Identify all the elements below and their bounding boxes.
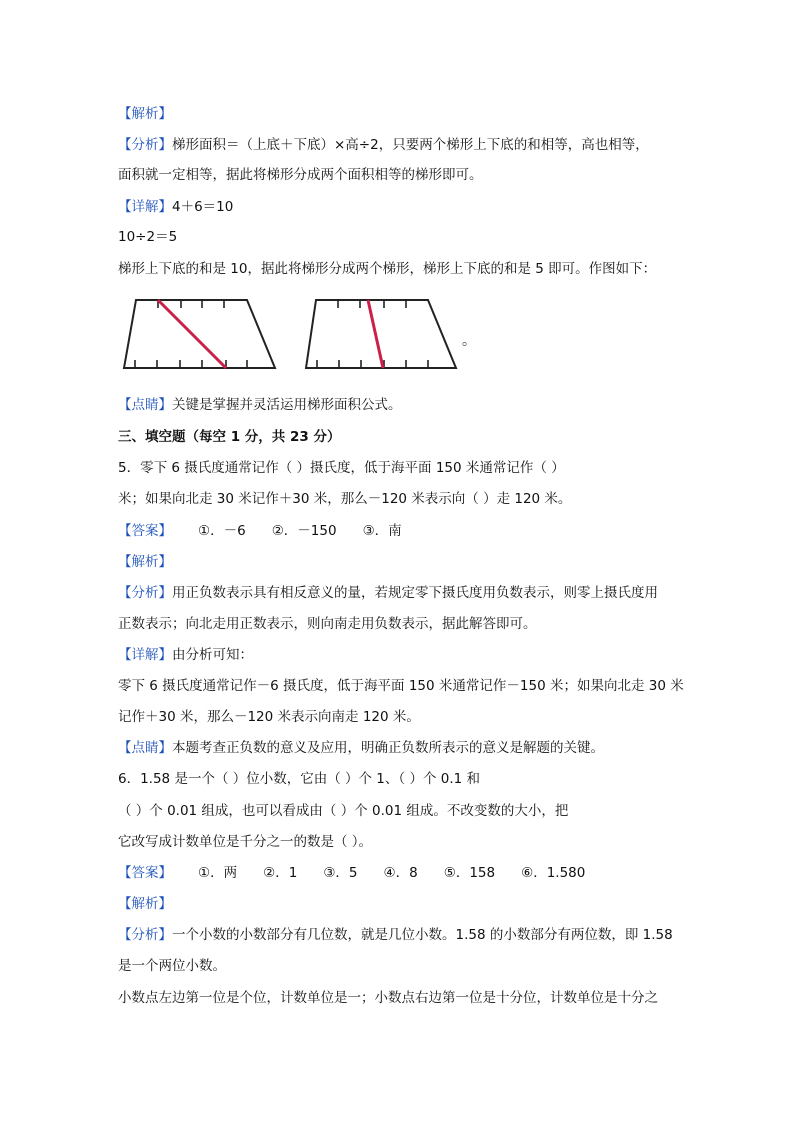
q6-answer-line — [118, 864, 585, 882]
q6-jiexi-label: 【解析】 — [118, 896, 172, 912]
q6-answer-tag: 【答案】 — [118, 865, 172, 881]
analysis-line-1 — [118, 136, 649, 154]
q6-line-3: 它改写成计数单位是千分之一的数是（ ）。 — [118, 834, 373, 850]
q6-analysis-line-1 — [118, 926, 673, 944]
key-point-text: 关键是掌握并灵活运用梯形面积公式。 — [172, 397, 402, 413]
q5-analysis-tag: 【分析】 — [118, 585, 172, 601]
q6-analysis-line-3: 小数点左边第一位是个位，计数单位是一；小数点右边第一位是十分位，计数单位是十分之 — [118, 990, 658, 1006]
detail-tag: 【详解】 — [118, 199, 172, 215]
detail-line-1 — [118, 198, 233, 216]
detail-line-3: 梯形上下底的和是 10，据此将梯形分成两个梯形，梯形上下底的和是 5 即可。作图如下： — [118, 261, 657, 277]
q5-answer-3: ③．南 — [362, 523, 402, 539]
q5-detail-text-1: 由分析可知： — [172, 647, 253, 663]
key-point-tag: 【点睛】 — [118, 397, 172, 413]
jiexi-label: 【解析】 — [118, 106, 172, 122]
q6-answer-5: ⑤．158 — [443, 865, 496, 881]
q5-answer-1: ①．－6 — [198, 523, 246, 539]
q6-answer-2: ②．1 — [263, 865, 298, 881]
q6-answer-1: ①．两 — [198, 865, 238, 881]
trapezoid-figure — [118, 290, 458, 372]
q5-line-1: 5．零下 6 摄氏度通常记作（ ）摄氏度，低于海平面 150 米通常记作（ ） — [118, 460, 565, 476]
q6-line-1: 6．1.58 是一个（ ）位小数，它由（ ）个 1、（ ）个 0.1 和 — [118, 771, 480, 787]
q5-answer-line — [118, 522, 402, 540]
analysis-tag: 【分析】 — [118, 137, 172, 153]
q5-analysis-text-1: 用正负数表示具有相反意义的量，若规定零下摄氏度用负数表示，则零上摄氏度用 — [172, 585, 658, 601]
detail-text-1: 4＋6＝10 — [172, 199, 234, 215]
q6-answer-3: ③．5 — [323, 865, 358, 881]
q5-answer-tag: 【答案】 — [118, 523, 172, 539]
analysis-text-1: 梯形面积＝（上底＋下底）×高÷2，只要两个梯形上下底的和相等，高也相等， — [172, 137, 649, 153]
trapezoid-left — [124, 300, 275, 368]
q5-key-point-line — [118, 739, 604, 757]
q5-key-point-tag: 【点睛】 — [118, 740, 172, 756]
q5-analysis-line-1 — [118, 584, 658, 602]
q6-answer-6: ⑥．1.580 — [521, 865, 586, 881]
q5-answer-2: ②．－150 — [271, 523, 337, 539]
trapezoid-right — [306, 300, 456, 368]
q5-detail-tag: 【详解】 — [118, 647, 172, 663]
q5-detail-line-2: 零下 6 摄氏度通常记作－6 摄氏度，低于海平面 150 米通常记作－150 米；如果向北走 30 米 — [118, 678, 684, 694]
q6-analysis-line-2: 是一个两位小数。 — [118, 958, 226, 974]
key-point-line — [118, 396, 402, 414]
q6-line-2: （ ）个 0.01 组成，也可以看成由（ ）个 0.01 组成。不改变数的大小，把 — [118, 803, 569, 819]
q5-detail-line-3: 记作＋30 米，那么－120 米表示向南走 120 米。 — [118, 709, 420, 725]
q6-analysis-text-1: 一个小数的小数部分有几位数，就是几位小数。1.58 的小数部分有两位数，即 1.58 — [172, 927, 673, 943]
section-heading: 三、填空题（每空 1 分，共 23 分） — [118, 429, 341, 445]
q5-analysis-line-2: 正数表示；向北走用正数表示，则向南走用负数表示，据此解答即可。 — [118, 616, 537, 632]
q5-key-point-text: 本题考查正负数的意义及应用，明确正负数所表示的意义是解题的关键。 — [172, 740, 604, 756]
q5-jiexi-label: 【解析】 — [118, 554, 172, 570]
figure-period: 。 — [462, 333, 476, 349]
analysis-line-2: 面积就一定相等，据此将梯形分成两个面积相等的梯形即可。 — [118, 167, 483, 183]
q6-answer-4: ④．8 — [383, 865, 418, 881]
q5-line-2: 米；如果向北走 30 米记作＋30 米，那么－120 米表示向（ ）走 120 米。 — [118, 491, 572, 507]
detail-line-2: 10÷2＝5 — [118, 229, 178, 245]
q6-analysis-tag: 【分析】 — [118, 927, 172, 943]
q5-detail-line-1 — [118, 646, 253, 664]
